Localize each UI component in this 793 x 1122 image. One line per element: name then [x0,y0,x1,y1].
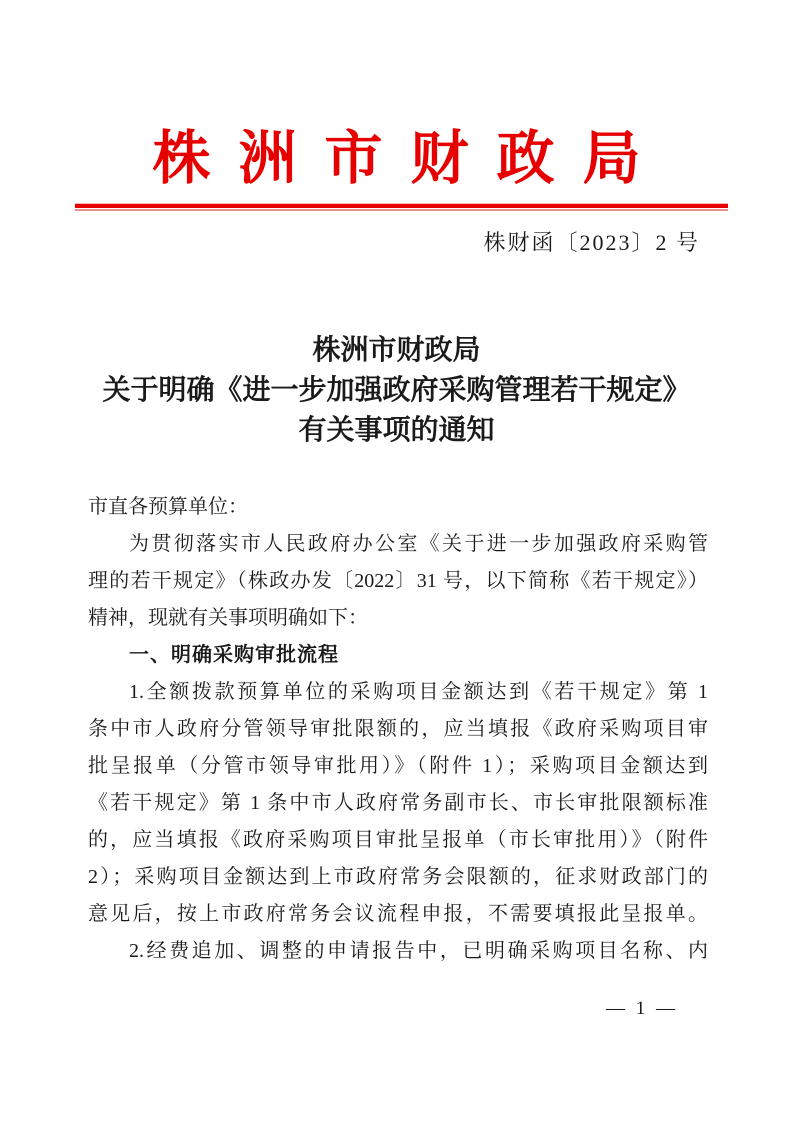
document-title [0,331,793,451]
body-line: 理的若干规定》（株政办发〔2022〕31 号，以下简称《若干规定》） [88,570,708,592]
body-line: 2.经费追加、调整的申请报告中，已明确采购项目名称、内 [129,940,708,962]
body-line: 批呈报单（分管市领导审批用）》（附件 1）；采购项目金额达到 [88,755,708,777]
page-number: — 1 — [606,998,678,1019]
letterhead-title: 株洲市财政局 [152,126,669,191]
letterhead-divider-rule [75,203,728,211]
body-line: 2）；采购项目金额达到上市政府常务会限额的，征求财政部门的 [88,866,708,888]
section-heading: 一、明确采购审批流程 [129,644,339,666]
document-body [88,489,708,970]
body-line: 意见后，按上市政府常务会议流程申报，不需要填报此呈报单。 [88,903,708,925]
body-line: 《若干规定》第 1 条中市人政府常务副市长、市长审批限额标准 [88,792,708,814]
document-reference-number: 株财函〔2023〕2 号 [483,230,700,255]
body-line: 精神，现就有关事项明确如下： [88,607,368,629]
document-title-line-1: 株洲市财政局 [312,335,481,366]
body-line: 1.全额拨款预算单位的采购项目金额达到《若干规定》第 1 [129,681,708,703]
body-line: 为贯彻落实市人民政府办公室《关于进一步加强政府采购管 [129,533,708,555]
document-title-line-3: 有关事项的通知 [298,415,495,446]
document-title-line-2: 关于明确《进一步加强政府采购管理若干规定》 [102,375,691,406]
body-line: 的，应当填报《政府采购项目审批呈报单（市长审批用）》（附件 [88,829,708,851]
body-line: 市直各预算单位： [88,496,248,518]
body-line: 条中市人政府分管领导审批限额的，应当填报《政府采购项目审 [88,718,708,740]
